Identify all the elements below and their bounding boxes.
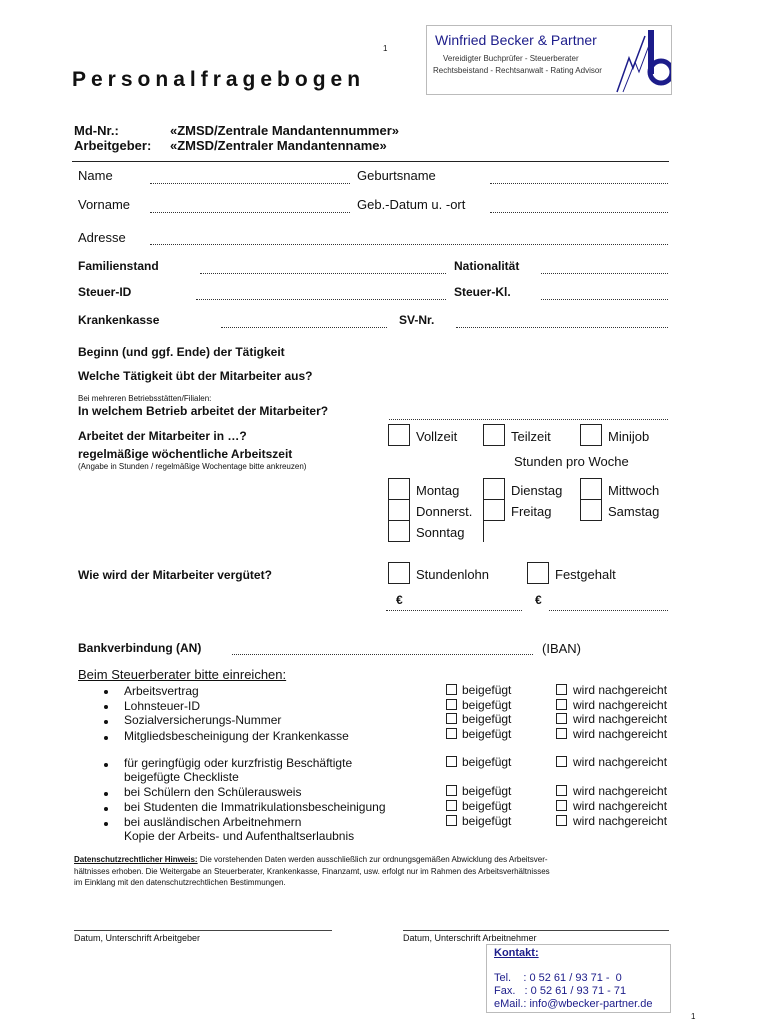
taetigkeit-label: Welche Tätigkeit übt der Mitarbeiter aus? [78, 369, 313, 383]
familienstand-label: Familienstand [78, 259, 159, 273]
bullet [104, 822, 108, 826]
bullet [104, 736, 108, 740]
doc-auslaendisch: bei ausländischen Arbeitnehmern [124, 815, 302, 829]
arbeitszeit-label: regelmäßige wöchentliche Arbeitszeit [78, 447, 293, 461]
samstag-label: Samstag [608, 504, 660, 519]
ausland-nachgereicht-checkbox[interactable] [556, 815, 567, 826]
contact-fax: Fax. : 0 52 61 / 93 71 - 71 [494, 985, 627, 997]
minijob-label: Minijob [608, 429, 650, 444]
beigefuegt-label: beigefügt [462, 683, 512, 697]
doc-arbeitsvertrag: Arbeitsvertrag [124, 684, 199, 698]
familienstand-field[interactable] [200, 273, 446, 274]
beigefuegt-label: beigefügt [462, 712, 512, 726]
grid-line [483, 520, 484, 542]
geringfuegig-beigefuegt-checkbox[interactable] [446, 756, 457, 767]
bullet [104, 807, 108, 811]
dienstag-checkbox[interactable] [483, 478, 505, 500]
adresse-label: Adresse [78, 230, 126, 245]
krankenkasse-label: Krankenkasse [78, 313, 160, 327]
bullet [104, 705, 108, 709]
doc-mitgliedsbescheinigung: Mitgliedsbescheinigung der Krankenkasse [124, 729, 349, 743]
bullet [104, 720, 108, 724]
verguetung-label: Wie wird der Mitarbeiter vergütet? [78, 568, 272, 582]
donnerstag-checkbox[interactable] [388, 499, 410, 521]
schueler-beigefuegt-checkbox[interactable] [446, 785, 457, 796]
privacy-label: Datenschutzrechtlicher Hinweis: [74, 855, 198, 864]
euro-sign-festgehalt: € [535, 593, 542, 607]
sv-nr-label: SV-Nr. [399, 313, 435, 327]
festgehalt-field[interactable] [549, 610, 668, 611]
md-nr-label: Md-Nr.: [74, 123, 119, 138]
geringfuegig-nachgereicht-checkbox[interactable] [556, 756, 567, 767]
adresse-field[interactable] [150, 244, 668, 245]
doc-aufenthalt: Kopie der Arbeits- und Aufenthaltserlaubnis [124, 829, 355, 843]
iban-label: (IBAN) [542, 641, 581, 656]
ausland-beigefuegt-checkbox[interactable] [446, 815, 457, 826]
stundenlohn-checkbox[interactable] [388, 562, 410, 584]
beigefuegt-label: beigefügt [462, 698, 512, 712]
angabe-note: (Angabe in Stunden / regelmäßige Wochentage bitte ankreuzen) [78, 462, 307, 471]
documents-heading: Beim Steuerberater bitte einreichen: [78, 667, 287, 682]
beigefuegt-label: beigefügt [462, 814, 512, 828]
sv-beigefuegt-checkbox[interactable] [446, 713, 457, 724]
signature-label-arbeitnehmer: Datum, Unterschrift Arbeitnehmer [403, 933, 537, 943]
studenten-nachgereicht-checkbox[interactable] [556, 800, 567, 811]
logo-graphic-icon [613, 28, 671, 94]
bullet [104, 792, 108, 796]
doc-lohnsteuer-id: Lohnsteuer-ID [124, 699, 201, 713]
teilzeit-label: Teilzeit [511, 429, 551, 444]
beigefuegt-label: beigefügt [462, 755, 512, 769]
arbeitsvertrag-beigefuegt-checkbox[interactable] [446, 684, 457, 695]
geb-datum-field[interactable] [490, 212, 668, 213]
montag-label: Montag [416, 483, 460, 498]
teilzeit-checkbox[interactable] [483, 424, 505, 446]
nachgereicht-label: wird nachgereicht [573, 683, 668, 697]
contact-email[interactable]: eMail.: info@wbecker-partner.de [494, 998, 653, 1010]
vorname-label: Vorname [78, 197, 131, 212]
privacy-line1 [74, 855, 548, 864]
doc-checkliste: beigefügte Checkliste [124, 770, 239, 784]
sonntag-checkbox[interactable] [388, 520, 410, 542]
logo-line2: Rechtsbeistand - Rechtsanwalt - Rating Advisor [433, 66, 602, 75]
steuer-kl-field[interactable] [541, 299, 668, 300]
nachgereicht-label: wird nachgereicht [573, 727, 668, 741]
md-nr-value: «ZMSD/Zentrale Mandantennummer» [170, 123, 399, 138]
freitag-checkbox[interactable] [483, 499, 505, 521]
doc-sozialversicherung: Sozialversicherungs-Nummer [124, 713, 282, 727]
nationalitaet-field[interactable] [541, 273, 668, 274]
sv-nr-field[interactable] [456, 327, 668, 328]
iban-field[interactable] [232, 654, 533, 655]
nachgereicht-label: wird nachgereicht [573, 712, 668, 726]
dienstag-label: Dienstag [511, 483, 563, 498]
samstag-checkbox[interactable] [580, 499, 602, 521]
beigefuegt-label: beigefügt [462, 799, 512, 813]
name-label: Name [78, 168, 113, 183]
sv-nachgereicht-checkbox[interactable] [556, 713, 567, 724]
signature-line-arbeitgeber[interactable] [74, 930, 332, 931]
privacy-text1: Die vorstehenden Daten werden ausschließlich zur ordnungsgemäßen Abwicklung des Arbeitsver- [197, 855, 548, 864]
stundenlohn-label: Stundenlohn [416, 567, 490, 582]
vorname-field[interactable] [150, 212, 350, 213]
kk-beigefuegt-checkbox[interactable] [446, 728, 457, 739]
beigefuegt-label: beigefügt [462, 784, 512, 798]
mittwoch-checkbox[interactable] [580, 478, 602, 500]
stundenlohn-field[interactable] [386, 610, 522, 611]
arbeitet-in-label: Arbeitet der Mitarbeiter in …? [78, 429, 247, 443]
betriebe-note: Bei mehreren Betriebsstätten/Filialen: [78, 394, 212, 403]
logo-line1: Vereidigter Buchprüfer - Steuerberater [443, 54, 579, 63]
signature-line-arbeitnehmer[interactable] [403, 930, 669, 931]
geburtsname-label: Geburtsname [357, 168, 436, 183]
kk-nachgereicht-checkbox[interactable] [556, 728, 567, 739]
bullet [104, 763, 108, 767]
steuer-kl-label: Steuer-Kl. [454, 285, 511, 299]
studenten-beigefuegt-checkbox[interactable] [446, 800, 457, 811]
nachgereicht-label: wird nachgereicht [573, 784, 668, 798]
bullet [104, 690, 108, 694]
nationalitaet-label: Nationalität [454, 259, 520, 273]
arbeitgeber-label: Arbeitgeber: [74, 138, 152, 153]
contact-title: Kontakt: [494, 947, 539, 959]
arbeitsvertrag-nachgereicht-checkbox[interactable] [556, 684, 567, 695]
nachgereicht-label: wird nachgereicht [573, 755, 668, 769]
geburtsname-field[interactable] [490, 183, 668, 184]
privacy-text3: im Einklang mit den datenschutzrechtlichen Bestimmungen. [74, 878, 286, 887]
betrieb-field[interactable] [389, 419, 668, 420]
page-mark: 1 [383, 44, 388, 53]
festgehalt-label: Festgehalt [555, 567, 616, 582]
arbeitgeber-value: «ZMSD/Zentraler Mandantenname» [170, 138, 387, 153]
name-field[interactable] [150, 183, 350, 184]
logo-company-name: Winfried Becker & Partner [435, 32, 597, 48]
signature-label-arbeitgeber: Datum, Unterschrift Arbeitgeber [74, 933, 201, 943]
steuer-id-field[interactable] [196, 299, 446, 300]
donnerstag-label: Donnerst. [416, 504, 473, 519]
privacy-text2: hältnisses erhoben. Die Weitergabe an Steuerberater, Krankenkasse, Finanzamt, usw. erfolgt nur im Rahmen des Arbeitsverhältnisses [74, 867, 550, 876]
schueler-nachgereicht-checkbox[interactable] [556, 785, 567, 796]
doc-schueler: bei Schülern den Schülerausweis [124, 785, 302, 799]
page-title: Personalfragebogen [72, 68, 366, 91]
beigefuegt-label: beigefügt [462, 727, 512, 741]
montag-checkbox[interactable] [388, 478, 410, 500]
page-number: 1 [691, 1012, 696, 1021]
lohnsteuer-nachgereicht-checkbox[interactable] [556, 699, 567, 710]
steuer-id-label: Steuer-ID [78, 285, 132, 299]
company-logo [426, 25, 672, 95]
header-divider [72, 161, 669, 162]
euro-sign-stundenlohn: € [396, 593, 403, 607]
nachgereicht-label: wird nachgereicht [573, 799, 668, 813]
doc-studenten: bei Studenten die Immatrikulationsbescheinigung [124, 800, 386, 814]
mittwoch-label: Mittwoch [608, 483, 660, 498]
betrieb-label: In welchem Betrieb arbeitet der Mitarbeiter? [78, 404, 329, 418]
sonntag-label: Sonntag [416, 525, 465, 540]
freitag-label: Freitag [511, 504, 552, 519]
krankenkasse-field[interactable] [221, 327, 387, 328]
vollzeit-checkbox[interactable] [388, 424, 410, 446]
doc-geringfuegig: für geringfügig oder kurzfristig Beschäftigte [124, 756, 353, 770]
bankverbindung-label: Bankverbindung (AN) [78, 641, 202, 655]
festgehalt-checkbox[interactable] [527, 562, 549, 584]
contact-box [486, 944, 671, 1013]
vollzeit-label: Vollzeit [416, 429, 458, 444]
contact-tel: Tel. : 0 52 61 / 93 71 - 0 [494, 972, 622, 984]
minijob-checkbox[interactable] [580, 424, 602, 446]
lohnsteuer-beigefuegt-checkbox[interactable] [446, 699, 457, 710]
stunden-pro-woche-label: Stunden pro Woche [514, 454, 629, 469]
geb-datum-label: Geb.-Datum u. -ort [357, 197, 466, 212]
nachgereicht-label: wird nachgereicht [573, 814, 668, 828]
beginn-label: Beginn (und ggf. Ende) der Tätigkeit [78, 345, 285, 359]
nachgereicht-label: wird nachgereicht [573, 698, 668, 712]
